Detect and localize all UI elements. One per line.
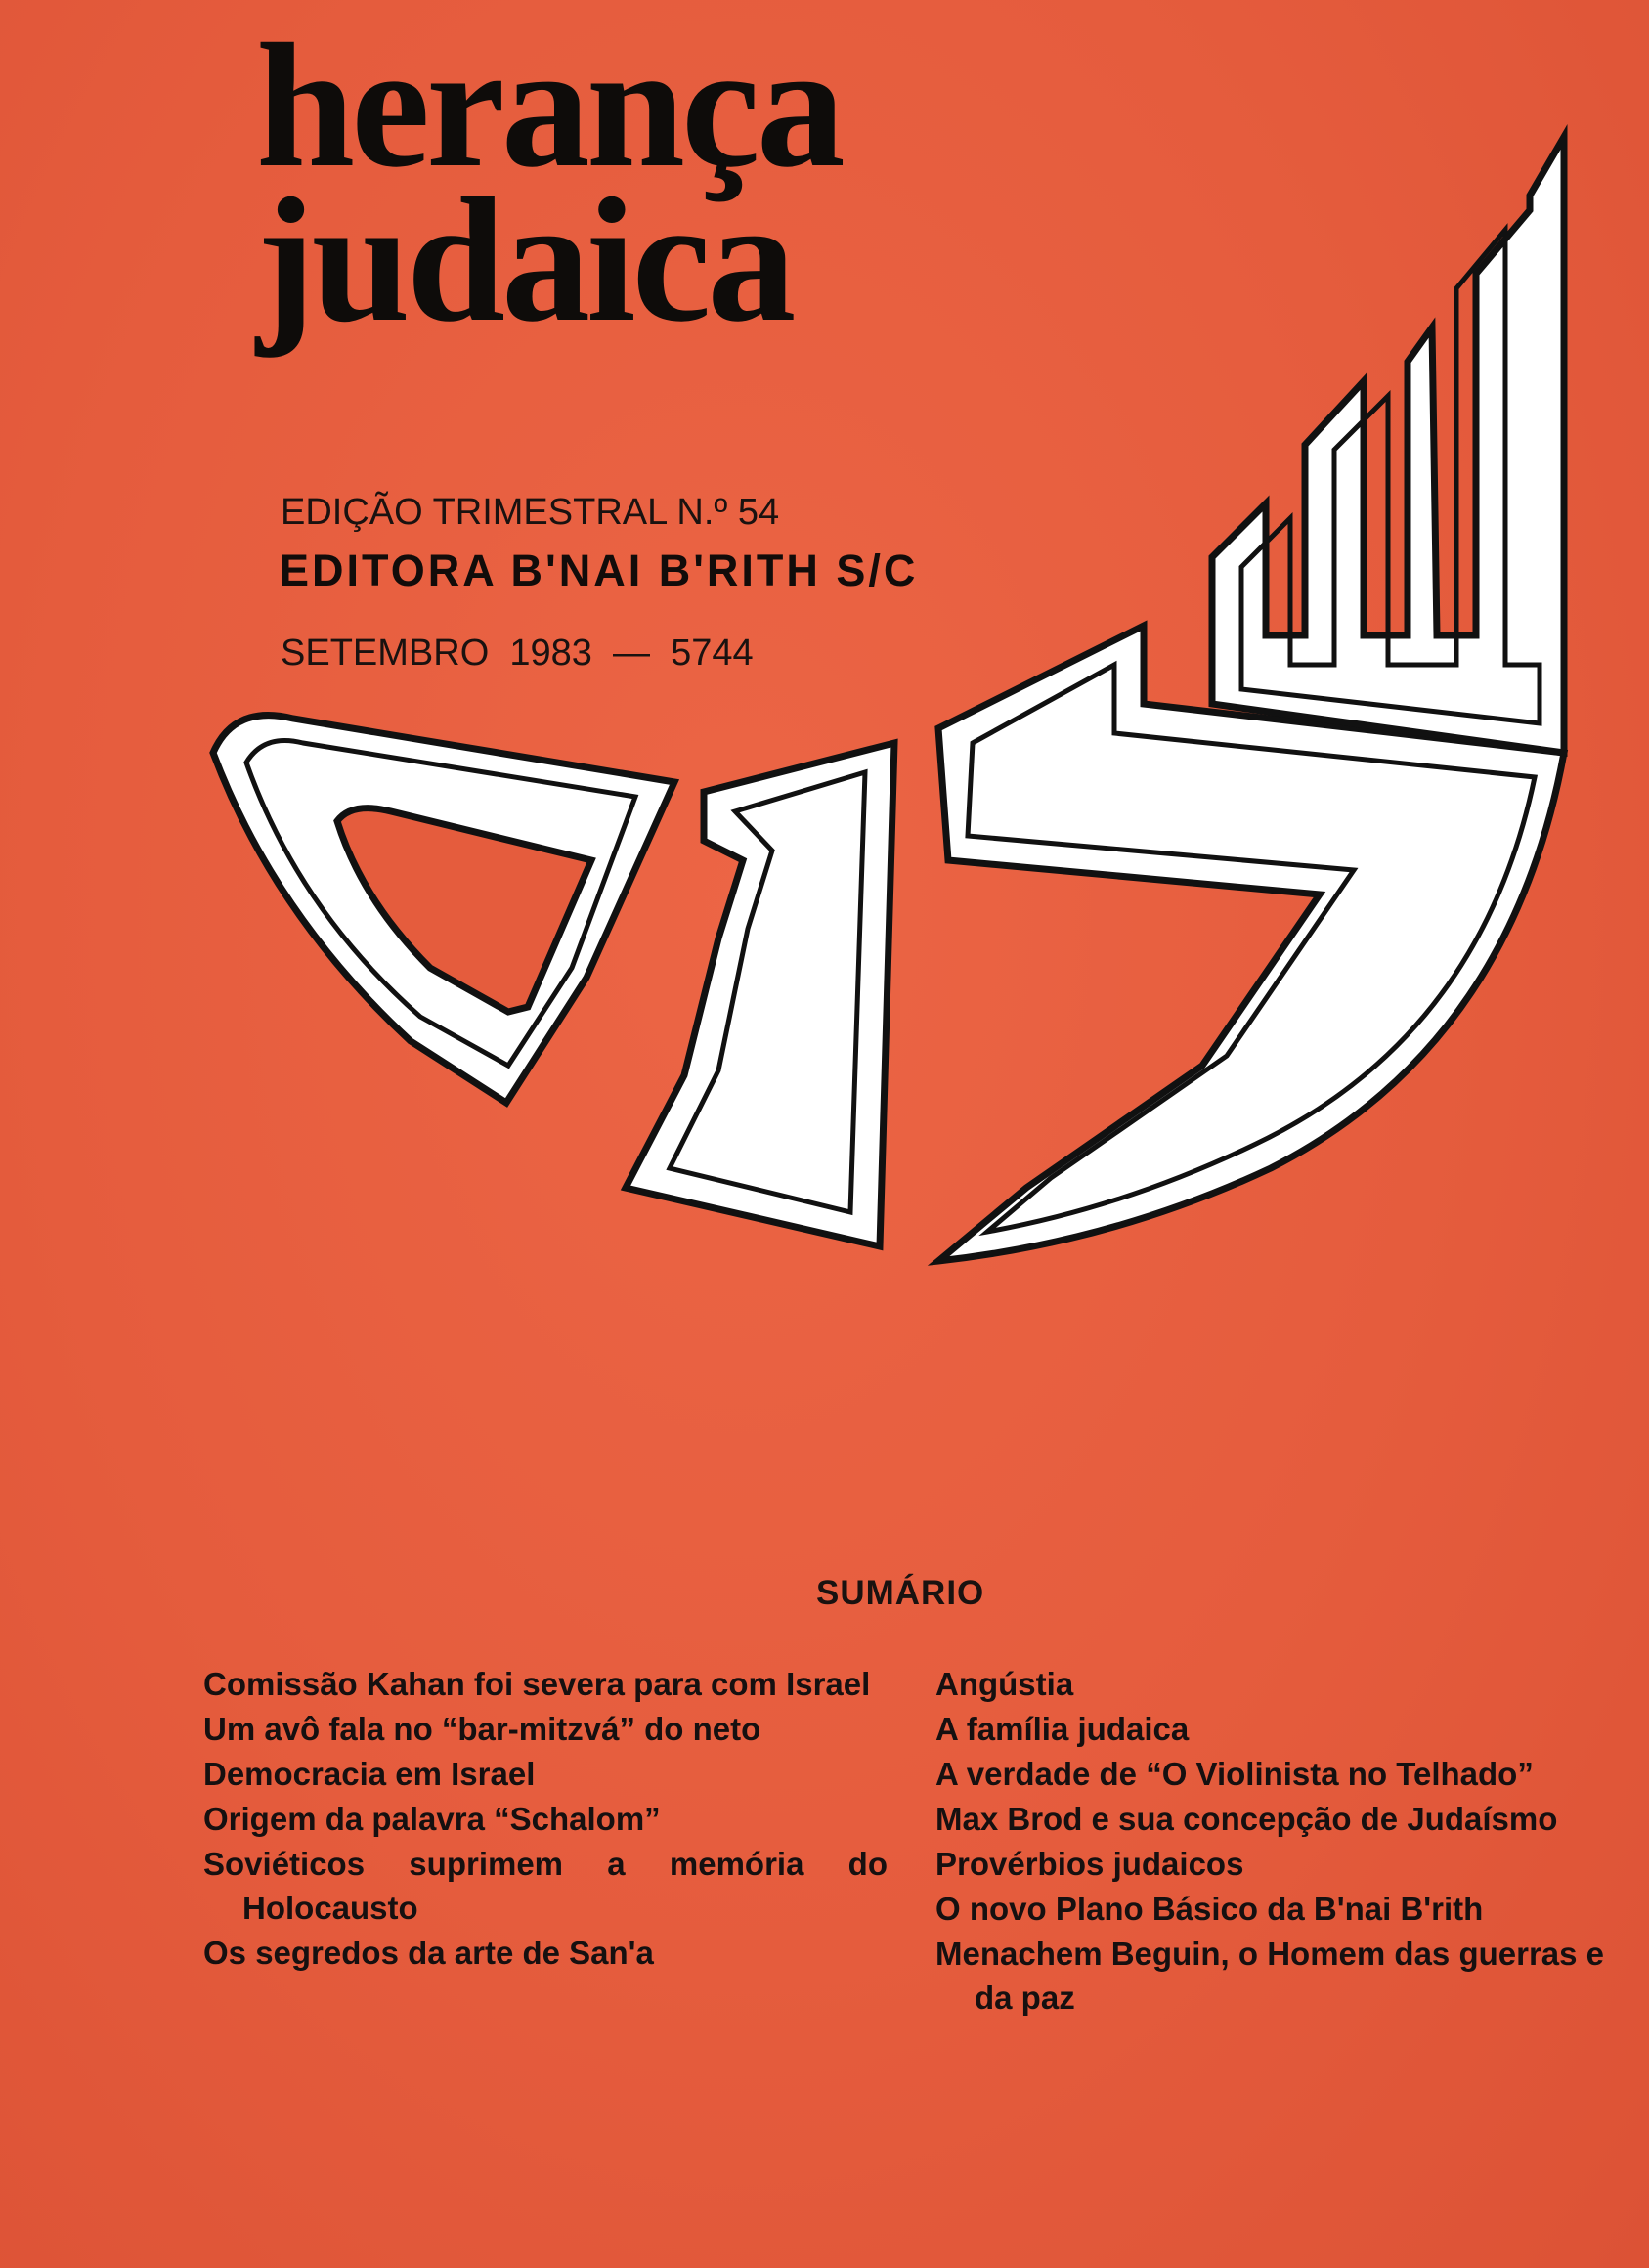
summary-right-column <box>935 1662 1620 2021</box>
toc-item: Um avô fala no “bar-mitzvá” do neto <box>203 1711 761 1747</box>
title-line-2: judaica <box>256 162 793 359</box>
toc-item: Os segredos da arte de San'a <box>203 1935 654 1971</box>
edition-number: EDIÇÃO TRIMESTRAL N.º 54 <box>281 492 780 533</box>
title-line-1: herança <box>256 8 842 204</box>
toc-item: Angústia <box>935 1666 1074 1702</box>
toc-item: Origem da palavra “Schalom” <box>203 1801 661 1837</box>
toc-item: Soviéticos suprimem a memória do Holocausto <box>203 1846 888 1926</box>
publisher-name: EDITORA B'NAI B'RITH S/C <box>280 545 919 595</box>
toc-item: A verdade de “O Violinista no Telhado” <box>935 1756 1534 1792</box>
toc-item: O novo Plano Básico da B'nai B'rith <box>935 1891 1484 1927</box>
toc-item: A família judaica <box>935 1711 1190 1747</box>
toc-item: Comissão Kahan foi severa para com Israel <box>203 1666 871 1702</box>
toc-item: Max Brod e sua concepção de Judaísmo <box>935 1801 1558 1837</box>
toc-item: Provérbios judaicos <box>935 1846 1244 1882</box>
toc-item: Democracia em Israel <box>203 1756 536 1792</box>
summary-heading: SUMÁRIO <box>816 1574 985 1612</box>
toc-item: Menachem Beguin, o Homem das guerras e da paz <box>935 1936 1605 2016</box>
edition-date: SETEMBRO 1983 — 5744 <box>281 632 754 674</box>
summary-left-column <box>203 1662 888 1976</box>
